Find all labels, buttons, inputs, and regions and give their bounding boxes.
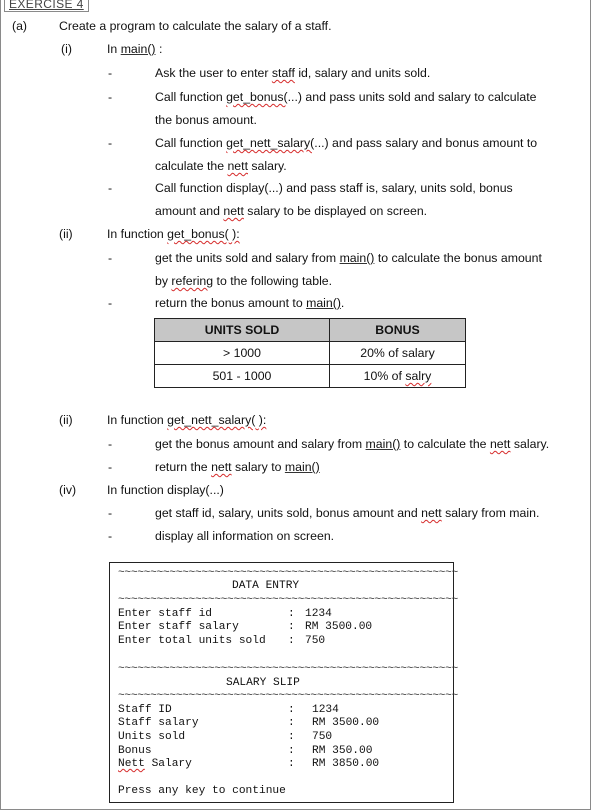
bullet-dash: - xyxy=(108,251,113,265)
data-entry-title: DATA ENTRY xyxy=(232,580,300,592)
page-border-left xyxy=(0,0,1,810)
part-i-step-1: Ask the user to enter staff id, salary and units sold. xyxy=(155,66,431,80)
tilde-divider: ~~~~~~~~~~~~~~~~~~~~~~~~~~~~~~~~~~~~~~~~~~~~~~~~~~~~~ xyxy=(118,567,458,579)
table-row xyxy=(155,365,466,388)
entry-label: Enter total units sold xyxy=(118,635,266,647)
table-cell-units: 501 - 1000 xyxy=(155,365,330,388)
part-i-heading: In main() : xyxy=(107,42,163,56)
tilde-divider: ~~~~~~~~~~~~~~~~~~~~~~~~~~~~~~~~~~~~~~~~~~~~~~~~~~~~~ xyxy=(118,690,458,702)
entry-sep: : xyxy=(288,621,295,633)
bullet-dash: - xyxy=(108,529,113,543)
slip-sep: : xyxy=(288,745,295,757)
part-i-step-4: Call function display(...) and pass staff is, salary, units sold, bonus xyxy=(155,181,513,195)
part-ii-label: (ii) xyxy=(59,227,73,241)
part-ii-heading: In function get_bonus( ): xyxy=(107,227,240,241)
slip-sep: : xyxy=(288,731,295,743)
entry-value: 750 xyxy=(305,635,326,647)
entry-value: 1234 xyxy=(305,608,332,620)
bullet-dash: - xyxy=(108,296,113,310)
slip-label: Staff salary xyxy=(118,717,199,729)
entry-value: RM 3500.00 xyxy=(305,621,373,633)
bullet-dash: - xyxy=(108,66,113,80)
slip-value: 1234 xyxy=(312,704,339,716)
slip-value: RM 3500.00 xyxy=(312,717,380,729)
bullet-dash: - xyxy=(108,90,113,104)
part-iv-label: (iv) xyxy=(59,483,77,497)
entry-label: Enter staff salary xyxy=(118,621,239,633)
part-iv-step-2: display all information on screen. xyxy=(155,529,335,543)
slip-value: 750 xyxy=(312,731,333,743)
part-i-step-3-cont: calculate the nett salary. xyxy=(155,159,287,173)
bullet-dash: - xyxy=(108,437,113,451)
table-cell-bonus: 20% of salary xyxy=(330,342,466,365)
bullet-dash: - xyxy=(108,506,113,520)
table-cell-bonus: 10% of salry xyxy=(330,365,466,388)
table-header-units-sold: UNITS SOLD xyxy=(155,319,330,342)
console-output-box xyxy=(109,562,458,803)
continue-prompt: Press any key to continue xyxy=(118,785,286,797)
table-cell-units: > 1000 xyxy=(155,342,330,365)
exercise-label: EXERCISE 4 xyxy=(4,0,89,12)
table-row xyxy=(155,342,466,365)
bullet-dash: - xyxy=(108,181,113,195)
part-i-step-2: Call function get_bonus(...) and pass units sold and salary to calculate xyxy=(155,90,537,104)
bonus-table xyxy=(154,318,466,388)
bullet-dash: - xyxy=(108,460,113,474)
part-ii-step-1: get the units sold and salary from main() to calculate the bonus amount xyxy=(155,251,542,265)
salary-slip-title: SALARY SLIP xyxy=(226,677,300,689)
entry-label: Enter staff id xyxy=(118,608,212,620)
part-i-step-4-cont: amount and nett salary to be displayed on screen. xyxy=(155,204,428,218)
slip-sep: : xyxy=(288,704,295,716)
slip-value: RM 350.00 xyxy=(312,745,373,757)
entry-sep: : xyxy=(288,635,295,647)
table-header-bonus: BONUS xyxy=(330,319,466,342)
question-label: (a) xyxy=(12,19,28,33)
slip-value: RM 3850.00 xyxy=(312,758,380,770)
slip-sep: : xyxy=(288,758,295,770)
slip-sep: : xyxy=(288,717,295,729)
part-iv-step-1: get staff id, salary, units sold, bonus amount and nett salary from main. xyxy=(155,506,540,520)
entry-sep: : xyxy=(288,608,295,620)
bullet-dash: - xyxy=(108,136,113,150)
part-i-label: (i) xyxy=(61,42,72,56)
part-iii-heading: In function get_nett_salary( ): xyxy=(107,413,267,427)
tilde-divider: ~~~~~~~~~~~~~~~~~~~~~~~~~~~~~~~~~~~~~~~~~~~~~~~~~~~~~ xyxy=(118,663,458,675)
slip-label: Bonus xyxy=(118,745,152,757)
table-header-row xyxy=(155,319,466,342)
question-title: Create a program to calculate the salary of a staff. xyxy=(59,19,332,33)
part-iii-label: (ii) xyxy=(59,413,73,427)
part-i-step-3: Call function get_nett_salary(...) and pass salary and bonus amount to xyxy=(155,136,538,150)
part-ii-step-1-cont: by refering to the following table. xyxy=(155,274,333,288)
part-iii-step-2: return the nett salary to main() xyxy=(155,460,320,474)
part-iv-heading: In function display(...) xyxy=(107,483,224,497)
part-iii-step-1: get the bonus amount and salary from main() to calculate the nett salary. xyxy=(155,437,550,451)
slip-label: Staff ID xyxy=(118,704,172,716)
part-i-step-2-cont: the bonus amount. xyxy=(155,113,257,127)
slip-label-nett: Nett Salary xyxy=(118,758,192,770)
slip-label: Units sold xyxy=(118,731,186,743)
tilde-divider: ~~~~~~~~~~~~~~~~~~~~~~~~~~~~~~~~~~~~~~~~~~~~~~~~~~~~~ xyxy=(118,594,458,606)
part-ii-step-2: return the bonus amount to main(). xyxy=(155,296,345,310)
